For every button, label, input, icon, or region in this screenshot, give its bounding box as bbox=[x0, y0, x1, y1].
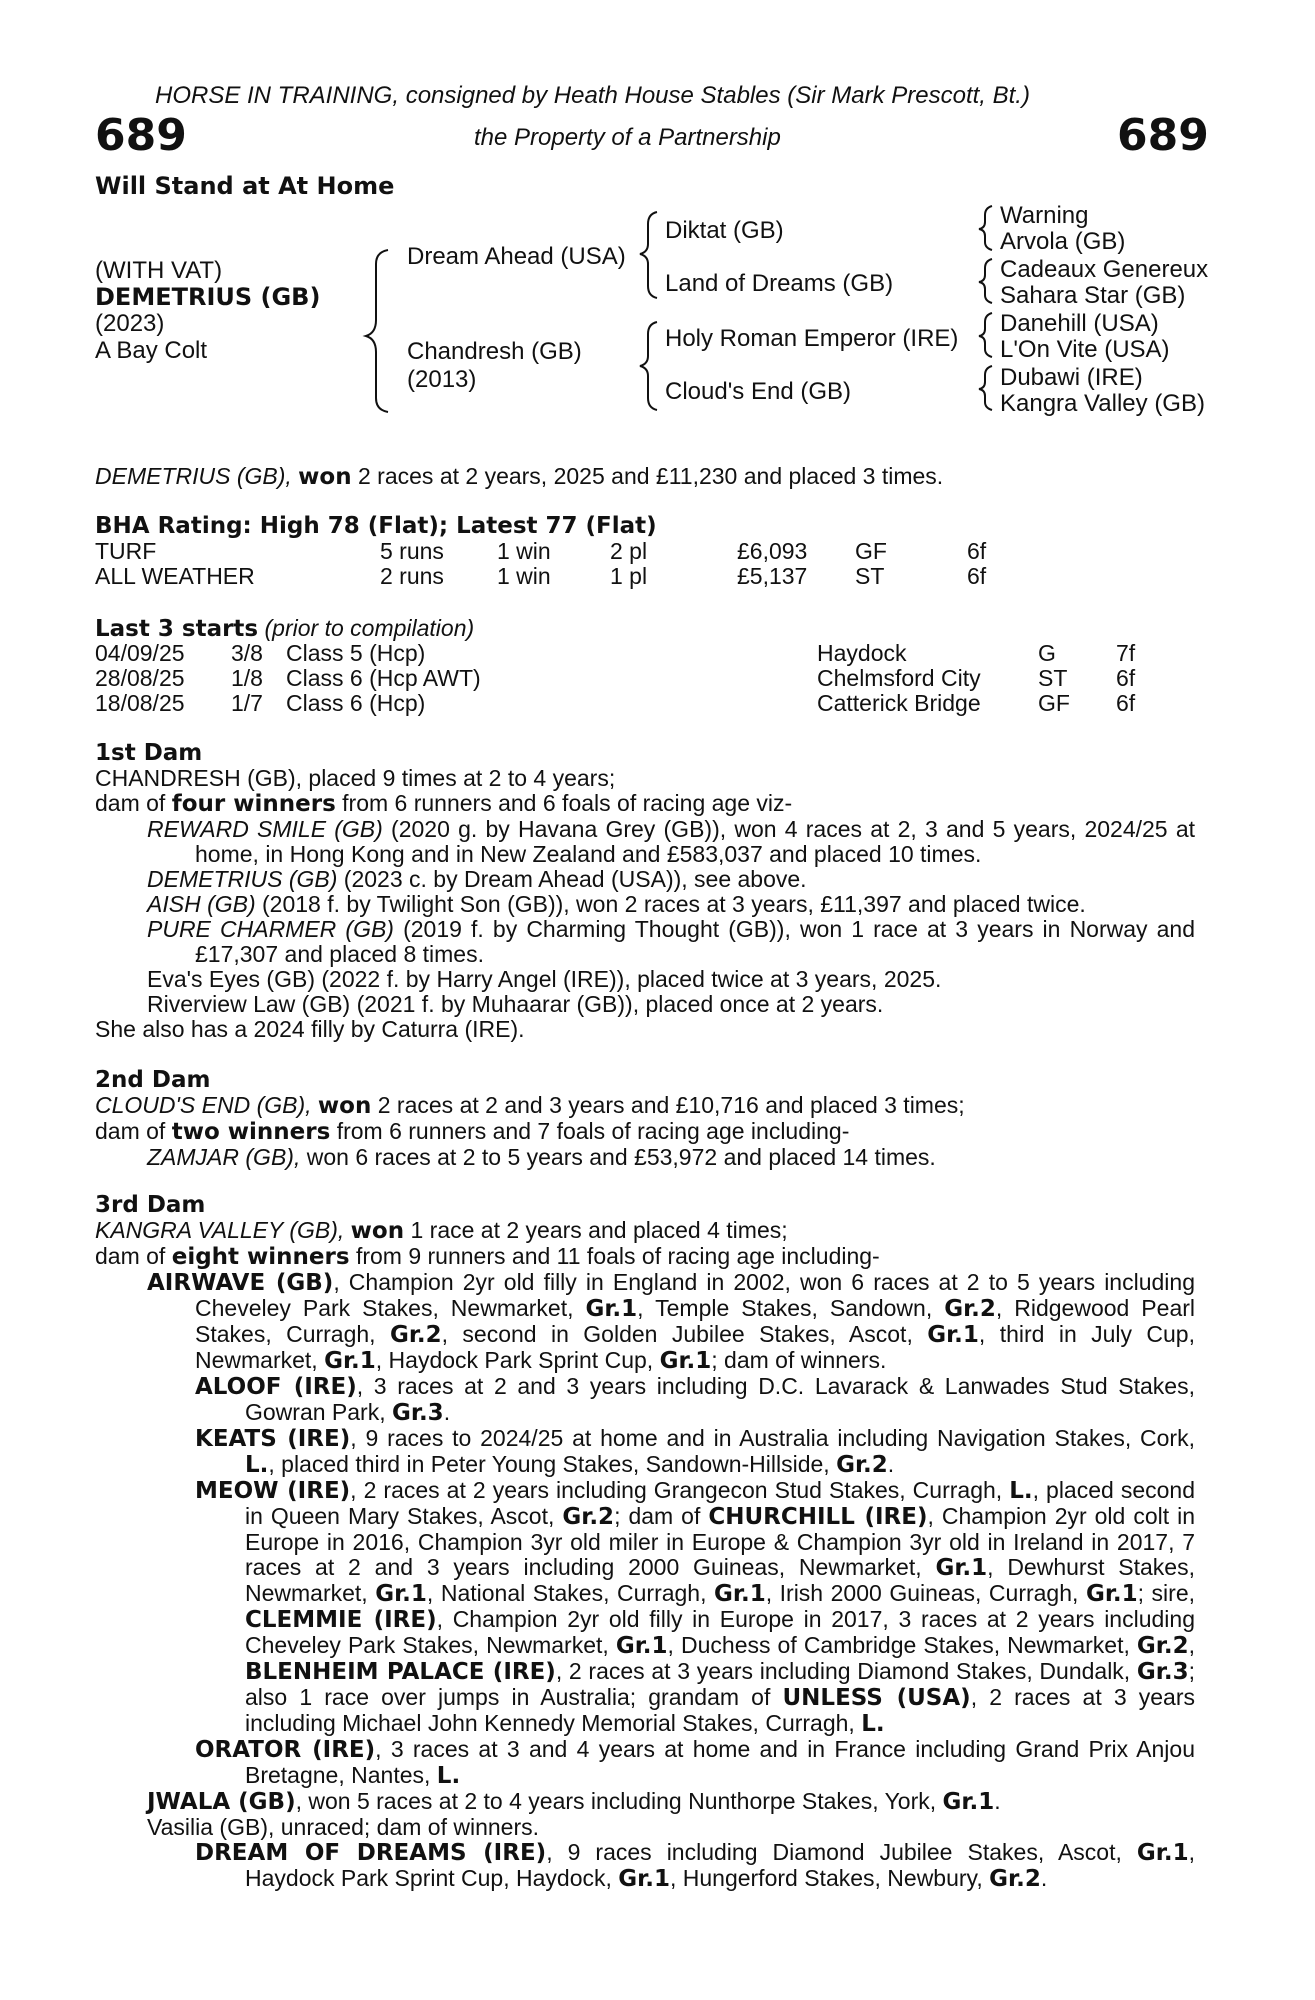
pedigree-dam-dam: Cloud's End (GB) bbox=[665, 378, 851, 405]
offspring-entry: Riverview Law (GB) (2021 f. by Muhaarar (GB)), placed once at 2 years. bbox=[147, 991, 884, 1017]
horse-name: DEMETRIUS (GB) bbox=[95, 283, 321, 311]
start-course: Catterick Bridge bbox=[817, 690, 981, 716]
dam-produce-summary: dam of four winners from 6 runners and 6 foals of racing age viz- bbox=[95, 790, 793, 817]
offspring-entry-aloof: ALOOF (IRE), 3 races at 2 and 3 years including D.C. Lavarack & Lanwades Stud Stakes, Gowran Park, Gr.3. bbox=[195, 1373, 1195, 1426]
offspring-entry: REWARD SMILE (GB) (2020 g. by Havana Grey (GB)), won 4 races at 2, 3 and 5 years, 2024/25 at home, in Hong Kong and in New Zealand and £583,037 and placed 10 times. bbox=[147, 816, 1195, 867]
dam-record: CLOUD'S END (GB), won 2 races at 2 and 3 years and £10,716 and placed 3 times; bbox=[95, 1092, 965, 1119]
rating-surface: TURF bbox=[95, 538, 157, 564]
dam-record: KANGRA VALLEY (GB), won 1 race at 2 years and placed 4 times; bbox=[95, 1217, 788, 1244]
start-going: G bbox=[1038, 640, 1056, 666]
pedigree-dam-year: (2013) bbox=[407, 366, 477, 393]
start-course: Chelmsford City bbox=[817, 665, 981, 691]
pedigree-sire-sire: Diktat (GB) bbox=[665, 217, 784, 244]
rating-wins: 1 win bbox=[497, 563, 551, 589]
rating-runs: 2 runs bbox=[380, 563, 444, 589]
rating-placed: 1 pl bbox=[610, 563, 648, 589]
offspring-entry: Eva's Eyes (GB) (2022 f. by Harry Angel (IRE)), placed twice at 3 years, 2025. bbox=[147, 966, 942, 992]
start-date: 04/09/25 bbox=[95, 640, 185, 666]
offspring-entry-dream-of-dreams: DREAM OF DREAMS (IRE), 9 races including Diamond Jubilee Stakes, Ascot, Gr.1, Haydock Park Sprint Cup, Haydock, Gr.1, Hungerford Stakes, Newbury, Gr.2. bbox=[195, 1839, 1195, 1892]
last-starts-note: (prior to compilation) bbox=[264, 615, 475, 641]
rating-wins: 1 win bbox=[497, 538, 551, 564]
section-heading: 1st Dam bbox=[95, 740, 203, 766]
rating-distance: 6f bbox=[967, 563, 987, 589]
rating-going: ST bbox=[855, 563, 885, 589]
start-date: 28/08/25 bbox=[95, 665, 185, 691]
offspring-entry-jwala: JWALA (GB), won 5 races at 2 to 4 years including Nunthorpe Stakes, York, Gr.1. bbox=[147, 1788, 1001, 1815]
rating-distance: 6f bbox=[967, 538, 987, 564]
rating-going: GF bbox=[855, 538, 887, 564]
third-dam-section bbox=[95, 1193, 1195, 1892]
pedigree-dam: Chandresh (GB) bbox=[407, 338, 582, 365]
pedigree-gen3-5: Danehill (USA) bbox=[1000, 310, 1159, 337]
offspring-entry: AISH (GB) (2018 f. by Twilight Son (GB)), won 2 races at 3 years, £11,397 and placed twice. bbox=[147, 891, 1086, 917]
start-distance: 7f bbox=[1116, 640, 1136, 666]
offspring-entry-airwave: AIRWAVE (GB), Champion 2yr old filly in England in 2002, won 6 races at 2 to 5 years including Cheveley Park Stakes, Newmarket, Gr.1, Temple Stakes, Sandown, Gr.2, Ridgewood Pearl Stakes, Curragh, Gr.2, second in Golden Jubilee Stakes, Ascot, Gr.1, third in July Cup, Newmarket, Gr.1, Haydock Park Sprint Cup, Gr.1; dam of winners. bbox=[147, 1269, 1196, 1374]
pedigree-gen3-7: Dubawi (IRE) bbox=[1000, 364, 1143, 391]
start-position: 1/8 bbox=[231, 665, 263, 691]
start-class: Class 6 (Hcp AWT) bbox=[286, 665, 481, 691]
dam-produce-summary: dam of two winners from 6 runners and 7 foals of racing age including- bbox=[95, 1118, 850, 1145]
pedigree-gen3-3: Cadeaux Genereux bbox=[1000, 256, 1209, 283]
stand-line: Will Stand at At Home bbox=[95, 172, 395, 200]
dam-note: She also has a 2024 filly by Caturra (IRE). bbox=[95, 1016, 525, 1042]
start-going: GF bbox=[1038, 690, 1070, 716]
pedigree-gen3-4: Sahara Star (GB) bbox=[1000, 282, 1186, 309]
dam-produce-summary: dam of eight winners from 9 runners and 11 foals of racing age including- bbox=[95, 1243, 880, 1270]
lot-number-right: 689 bbox=[1117, 110, 1209, 161]
start-class: Class 6 (Hcp) bbox=[286, 690, 426, 716]
pedigree-gen3-2: Arvola (GB) bbox=[1000, 228, 1126, 255]
horse-year: (2023) bbox=[95, 310, 165, 337]
offspring-entry-vasilia: Vasilia (GB), unraced; dam of winners. bbox=[147, 1814, 540, 1840]
pedigree-sire-dam: Land of Dreams (GB) bbox=[665, 270, 894, 297]
rating-prize: £6,093 bbox=[737, 538, 808, 564]
summary-rest: 2 races at 2 years, 2025 and £11,230 and placed 3 times. bbox=[358, 463, 944, 489]
rating-placed: 2 pl bbox=[610, 538, 648, 564]
summary-won: won bbox=[298, 464, 352, 490]
lot-number-left: 689 bbox=[95, 110, 187, 161]
last-starts-heading bbox=[95, 615, 474, 642]
consignor-line: HORSE IN TRAINING, consigned by Heath House Stables (Sir Mark Prescott, Bt.) bbox=[155, 82, 1030, 109]
section-heading: 3rd Dam bbox=[95, 1192, 206, 1218]
offspring-entry-keats: KEATS (IRE), 9 races to 2024/25 at home and in Australia including Navigation Stakes, Cork, L., placed third in Peter Young Stakes, Sandown-Hillside, Gr.2. bbox=[195, 1425, 1195, 1478]
horse-description: A Bay Colt bbox=[95, 337, 208, 364]
start-distance: 6f bbox=[1116, 665, 1136, 691]
offspring-entry-meow: MEOW (IRE), 2 races at 2 years including Grangecon Stud Stakes, Curragh, L., placed second in Queen Mary Stakes, Ascot, Gr.2; dam of CHURCHILL (IRE), Champion 2yr old colt in Europe in 2016, Champion 3yr old miler in Europe & Champion 3yr old in Ireland in 2017, 7 races at 2 and 3 years including 2000 Guineas, Newmarket, Gr.1, Dewhurst Stakes, Newmarket, Gr.1, National Stakes, Curragh, Gr.1, Irish 2000 Guineas, Curragh, Gr.1; sire, CLEMMIE (IRE), Champion 2yr old filly in Europe in 2017, 3 races at 2 years including Cheveley Park Stakes, Newmarket, Gr.1, Duchess of Cambridge Stakes, Newmarket, Gr.2, BLENHEIM PALACE (IRE), 2 races at 3 years including Diamond Stakes, Dundalk, Gr.3; also 1 race over jumps in Australia; grandam of UNLESS (USA), 2 races at 3 years including Michael John Kennedy Memorial Stakes, Curragh, L. bbox=[195, 1477, 1196, 1737]
pedigree-dam-sire: Holy Roman Emperor (IRE) bbox=[665, 325, 959, 352]
pedigree-gen3-8: Kangra Valley (GB) bbox=[1000, 390, 1205, 417]
pedigree-sire: Dream Ahead (USA) bbox=[407, 243, 626, 270]
pedigree-gen3-1: Warning bbox=[1000, 202, 1089, 229]
offspring-entry-orator: ORATOR (IRE), 3 races at 3 and 4 years at home and in France including Grand Prix Anjou Bretagne, Nantes, L. bbox=[195, 1736, 1195, 1789]
race-summary bbox=[95, 463, 943, 490]
last-starts-title: Last 3 starts bbox=[95, 616, 259, 642]
start-class: Class 5 (Hcp) bbox=[286, 640, 426, 666]
start-distance: 6f bbox=[1116, 690, 1136, 716]
offspring-entry: DEMETRIUS (GB) (2023 c. by Dream Ahead (USA)), see above. bbox=[147, 866, 807, 892]
first-dam-section bbox=[95, 741, 1195, 1042]
property-line: the Property of a Partnership bbox=[474, 124, 781, 151]
offspring-entry: PURE CHARMER (GB) (2019 f. by Charming Thought (GB)), won 1 race at 3 years in Norway and £17,307 and placed 8 times. bbox=[147, 916, 1196, 967]
summary-name: DEMETRIUS (GB), bbox=[95, 463, 292, 489]
start-position: 3/8 bbox=[231, 640, 263, 666]
rating-surface: ALL WEATHER bbox=[95, 563, 255, 589]
rating-prize: £5,137 bbox=[737, 563, 808, 589]
start-date: 18/08/25 bbox=[95, 690, 185, 716]
offspring-entry: ZAMJAR (GB), won 6 races at 2 to 5 years and £53,972 and placed 14 times. bbox=[147, 1144, 936, 1170]
start-course: Haydock bbox=[817, 640, 907, 666]
second-dam-section bbox=[95, 1068, 1195, 1170]
pedigree-gen3-6: L'On Vite (USA) bbox=[1000, 336, 1170, 363]
section-heading: 2nd Dam bbox=[95, 1067, 211, 1093]
vat-label: (WITH VAT) bbox=[95, 257, 223, 284]
rating-title: BHA Rating: High 78 (Flat); Latest 77 (Flat) bbox=[95, 513, 657, 539]
rating-runs: 5 runs bbox=[380, 538, 444, 564]
dam-record: CHANDRESH (GB), placed 9 times at 2 to 4 years; bbox=[95, 765, 616, 791]
start-position: 1/7 bbox=[231, 690, 263, 716]
start-going: ST bbox=[1038, 665, 1068, 691]
